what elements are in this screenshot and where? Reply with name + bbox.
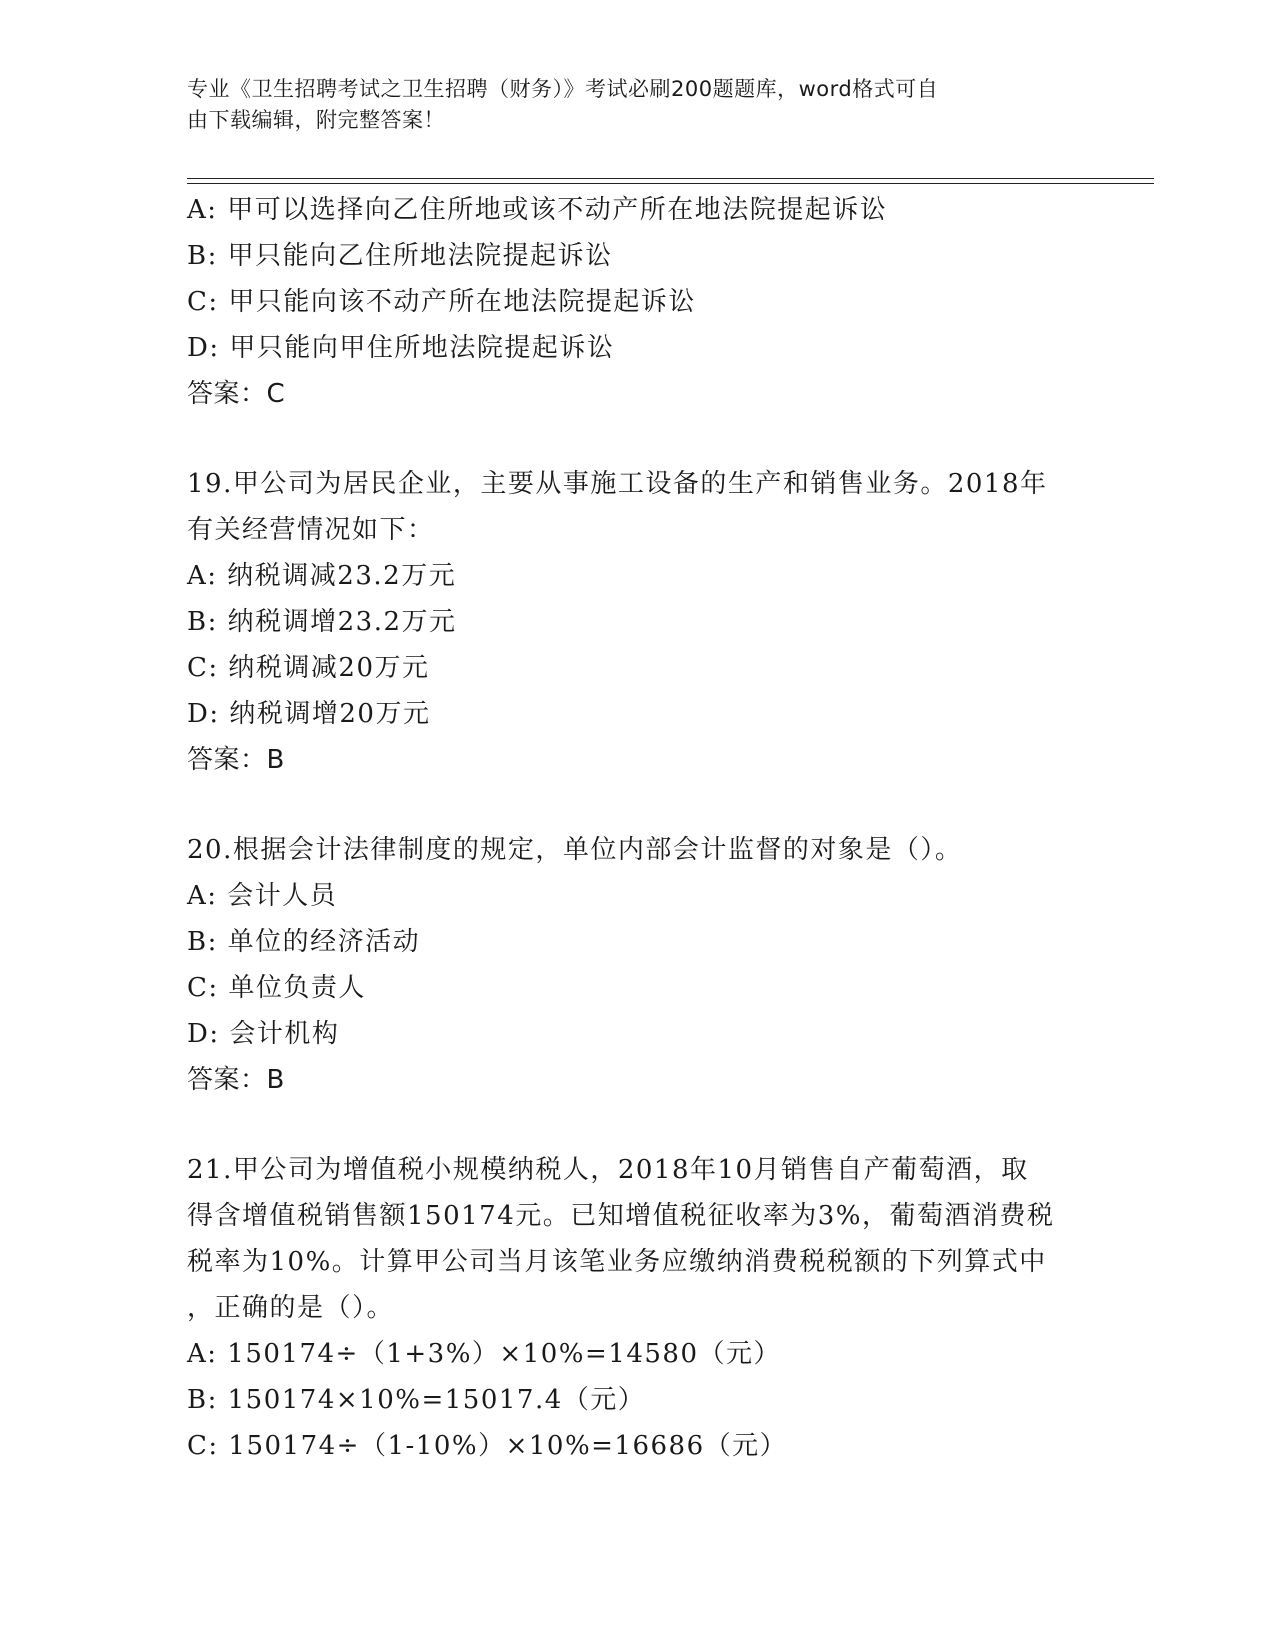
option-b: B: 单位的经济活动: [187, 927, 421, 957]
answer: 答案：C: [187, 379, 286, 409]
option-c: C: 单位负责人: [187, 973, 366, 1003]
answer: 答案：B: [187, 1065, 285, 1095]
question-21: [187, 1147, 1087, 1469]
header-title-line-2: 由下载编辑，附完整答案！: [187, 108, 445, 132]
option-c: C: 纳税调减20万元: [187, 653, 430, 683]
question-20: [187, 827, 1087, 1103]
option-d: D: 会计机构: [187, 1019, 340, 1049]
option-b: B: 甲只能向乙住所地法院提起诉讼: [187, 241, 613, 271]
option-c: C: 150174÷（1-10%）×10%=16686（元）: [187, 1431, 788, 1461]
question-19: [187, 461, 1087, 783]
question-stem-line: 得含增值税销售额150174元。已知增值税征收率为3%，葡萄酒消费税: [187, 1201, 1055, 1231]
page-header: [187, 74, 1067, 136]
question-stem-line: 20.根据会计法律制度的规定，单位内部会计监督的对象是（）。: [187, 835, 963, 865]
option-a: A: 纳税调减23.2万元: [187, 561, 457, 591]
question-content: [187, 187, 1087, 1469]
question-stem-line: 21.甲公司为增值税小规模纳税人，2018年10月销售自产葡萄酒，取: [187, 1155, 1029, 1185]
question-stem-line: 19.甲公司为居民企业，主要从事施工设备的生产和销售业务。2018年: [187, 469, 1048, 499]
option-d: D: 纳税调增20万元: [187, 699, 431, 729]
header-divider-top: [187, 178, 1154, 179]
option-a: A: 150174÷（1+3%）×10%=14580（元）: [187, 1339, 781, 1369]
option-a: A: 会计人员: [187, 881, 338, 911]
option-d: D: 甲只能向甲住所地法院提起诉讼: [187, 333, 615, 363]
question-stem-line: 税率为10%。计算甲公司当月该笔业务应缴纳消费税税额的下列算式中: [187, 1247, 1047, 1277]
option-b: B: 纳税调增23.2万元: [187, 607, 457, 637]
question-stem-line: 有关经营情况如下：: [187, 515, 435, 545]
header-divider-bottom: [187, 183, 1154, 184]
question-18: [187, 187, 1087, 417]
option-c: C: 甲只能向该不动产所在地法院提起诉讼: [187, 287, 696, 317]
header-title-line-1: 专业《卫生招聘考试之卫生招聘（财务）》考试必刷200题题库，word格式可自: [187, 77, 939, 101]
answer: 答案：B: [187, 745, 285, 775]
option-a: A: 甲可以选择向乙住所地或该不动产所在地法院提起诉讼: [187, 195, 888, 225]
option-b: B: 150174×10%=15017.4（元）: [187, 1385, 646, 1415]
question-stem-line: ，正确的是（）。: [187, 1293, 395, 1323]
